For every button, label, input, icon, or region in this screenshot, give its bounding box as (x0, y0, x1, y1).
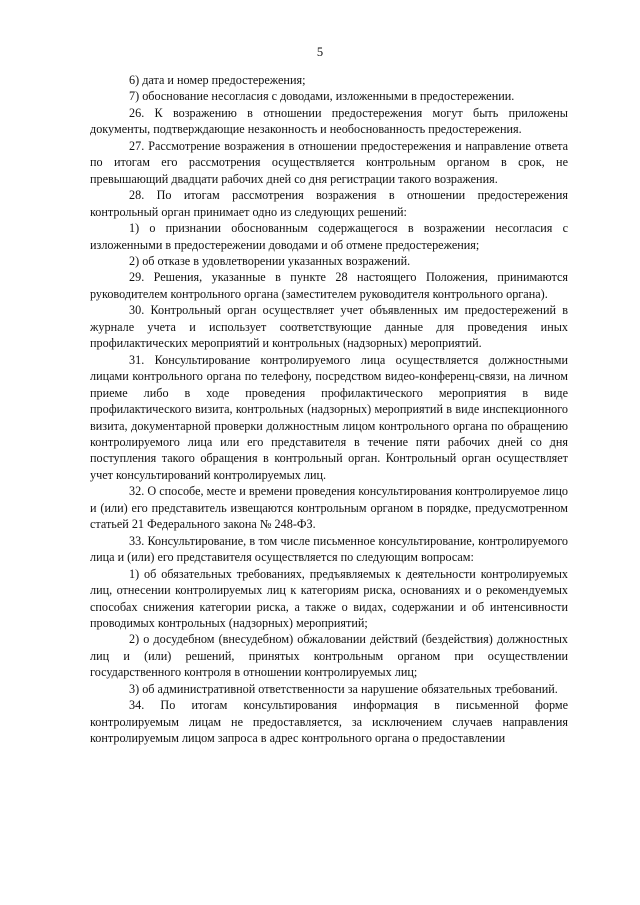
paragraph-34: 34. По итогам консультирования информация в письменной форме контролируемым лицам не предоставляется, за исключением случаев направления контролируемым лицом запроса в адрес контрольного органа о предоставлении (90, 698, 568, 746)
paragraph-33: 33. Консультирование, в том числе письменное консультирование, контролируемого лица и (или) его представителя осуществляется по следующим вопросам: (90, 533, 568, 565)
paragraph-27: 27. Рассмотрение возражения в отношении предостережения и направление ответа по итогам его рассмотрения осуществляется контрольным органом в срок, не превышающий двадцати рабочих дней со дня регистрации такого возражения. (90, 138, 568, 186)
paragraph-26: 26. К возражению в отношении предостережения могут быть приложены документы, подтверждающие незаконность и необоснованность предостережения. (90, 105, 568, 137)
paragraph-28: 28. По итогам рассмотрения возражения в отношении предостережения контрольный орган принимает одно из следующих решений: (90, 188, 568, 219)
paragraph-33-item-2: 2) о досудебном (внесудебном) обжаловании действий (бездействия) должностных лиц и (или) решений, принятых контрольным органом при осуществлении государственного контроля в отношении контролируемых лиц; (90, 632, 568, 680)
page-number: 5 (316, 45, 324, 59)
paragraph-29: 29. Решения, указанные в пункте 28 настоящего Положения, принимаются руководителем контрольного органа (заместителем руководителя контрольного органа). (90, 270, 568, 301)
paragraph-32: 32. О способе, месте и времени проведения консультирования контролируемое лицо и (или) его представитель извещаются контрольным органом в порядке, предусмотренном статьей 21 Федерального закона № 248-ФЗ. (90, 484, 568, 532)
paragraph-31: 31. Консультирование контролируемого лица осуществляется должностными лицами контрольного органа по телефону, посредством видео-конференц-связи, на личном приеме либо в ходе проведения профилактического мероприятия в виде профилактического визита, контрольных (надзорных) мероприятий в виде инспекционного визита, документарной проверки должностным лицом контрольного органа по обращению контролируемого лица или его представителя в течение пяти рабочих дней со дня поступления такого обращения в контрольный орган. Контрольный орган осуществляет учет консультирований контролируемых лиц. (90, 352, 568, 482)
paragraph-33-item-1: 1) об обязательных требованиях, предъявляемых к деятельности контролируемых лиц, отнесении контролируемых лиц к категориям риска, основаниях и о рекомендуемых способах снижения категории риска, а также о видах, содержании и об интенсивности проводимых контрольных (надзорных) мероприятий; (90, 566, 568, 630)
document-body (90, 72, 568, 747)
paragraph-28-item-2: 2) об отказе в удовлетворении указанных возражений. (129, 253, 411, 268)
paragraph-33-item-3: 3) об административной ответственности за нарушение обязательных требований. (129, 681, 558, 696)
list-item-7: 7) обоснование несогласия с доводами, изложенными в предостережении. (129, 89, 515, 104)
list-item-6: 6) дата и номер предостережения; (129, 73, 306, 87)
paragraph-28-item-1: 1) о признании обоснованным содержащегося в возражении несогласия с изложенными в предостережении доводами и об отмене предостережения; (90, 221, 568, 252)
paragraph-30: 30. Контрольный орган осуществляет учет объявленных им предостережений в журнале учета и использует соответствующие данные для проведения иных профилактических мероприятий и контрольных (надзорных) мероприятий. (90, 303, 568, 351)
